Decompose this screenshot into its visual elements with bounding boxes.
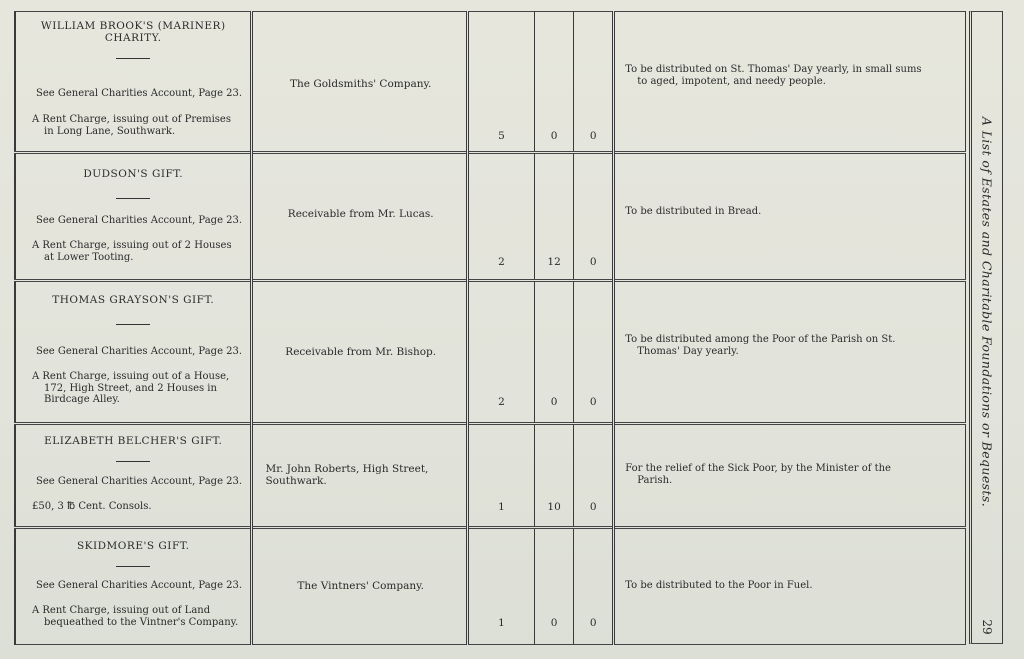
purpose [625,334,947,357]
see-reference: See General Charities Account, Page 23. [36,476,243,487]
purpose-line: To be distributed on St. Thomas' Day yearly, in small sums [625,64,922,75]
gift-title: WILLIAM BROOK'S (MARINER) CHARITY. [40,20,226,45]
purpose [625,580,947,592]
charge-line: A Rent Charge, issuing out of 2 Houses [32,240,232,251]
purpose [625,64,947,87]
purpose-line: To be distributed to the Poor in Fuel. [625,580,813,591]
payer: The Vintners' Company. [297,580,425,592]
charities-table [14,11,966,645]
table-row [15,153,966,281]
page-number: 29 [980,619,994,635]
purpose-line: Parish. [637,474,673,486]
charge-description [32,240,242,263]
purpose-line: to aged, impotent, and needy people. [637,75,826,87]
table-row [15,424,966,528]
amount-shillings: 0 [550,617,558,629]
page-title: A List of Estates and Charitable Foundations or Bequests. [979,116,995,508]
charge-description [32,501,242,513]
gift-title: ELIZABETH BELCHER'S GIFT. [44,435,223,447]
amount-pence: 0 [589,501,597,513]
see-reference: See General Charities Account, Page 23. [36,346,243,357]
gift-title: THOMAS GRAYSON'S GIFT. [52,294,215,306]
amount-pence: 0 [589,130,597,142]
table-row [15,12,966,153]
divider [116,58,150,59]
see-reference: See General Charities Account, Page 23. [36,215,243,226]
payer [265,463,455,487]
purpose-line: For the relief of the Sick Poor, by the Minister of the [625,463,891,474]
charge-line: 172, High Street, and 2 Houses in [44,382,217,394]
purpose-line: To be distributed among the Poor of the Parish on St. [625,334,896,345]
gift-title: SKIDMORE'S GIFT. [76,540,190,552]
purpose-line: Thomas' Day yearly. [637,345,739,357]
purpose [625,206,947,218]
amount-pounds: 1 [498,501,505,513]
amount-shillings: 12 [547,256,561,268]
payer: Receivable from Mr. Bishop. [285,346,437,358]
amount-shillings: 10 [547,501,561,513]
gift-title: DUDSON'S GIFT. [83,168,184,180]
charge-line: A Rent Charge, issuing out of Premises [32,114,231,125]
charge-line: in Long Lane, Southwark. [44,125,176,137]
amount-pence: 0 [589,617,597,629]
amount-pence: 0 [589,256,597,268]
table-row [15,528,966,645]
charge-line: at Lower Tooting. [44,251,134,263]
payer-line: Southwark. [265,475,327,488]
charge-description [32,114,242,137]
table-row [15,281,966,424]
charge-line: A Rent Charge, issuing out of Land [32,605,211,616]
payer-line: Mr. John Roberts, High Street, [265,463,429,475]
see-reference: See General Charities Account, Page 23. [36,88,243,99]
amount-pounds: 2 [498,256,505,268]
purpose-line: To be distributed in Bread. [625,206,762,217]
amount-pence: 0 [589,396,597,408]
amount-shillings: 0 [550,396,558,408]
amount-shillings: 0 [550,130,558,142]
payer: Receivable from Mr. Lucas. [287,208,434,220]
charge-line: £50, 3 ℔ Cent. Consols. [32,501,152,512]
charge-line: bequeathed to the Vintner's Company. [44,616,239,628]
charge-description [32,605,242,628]
divider [116,461,150,462]
charge-line: A Rent Charge, issuing out of a House, [32,371,230,382]
divider [116,324,150,325]
divider [116,566,150,567]
charge-description [32,371,242,406]
side-margin [969,11,1003,644]
purpose [625,463,947,486]
see-reference: See General Charities Account, Page 23. [36,580,243,591]
divider [116,198,150,199]
amount-pounds: 5 [498,130,505,142]
charge-line: Birdcage Alley. [44,394,120,405]
payer: The Goldsmiths' Company. [290,78,432,90]
amount-pounds: 2 [498,396,505,408]
amount-pounds: 1 [498,617,505,629]
